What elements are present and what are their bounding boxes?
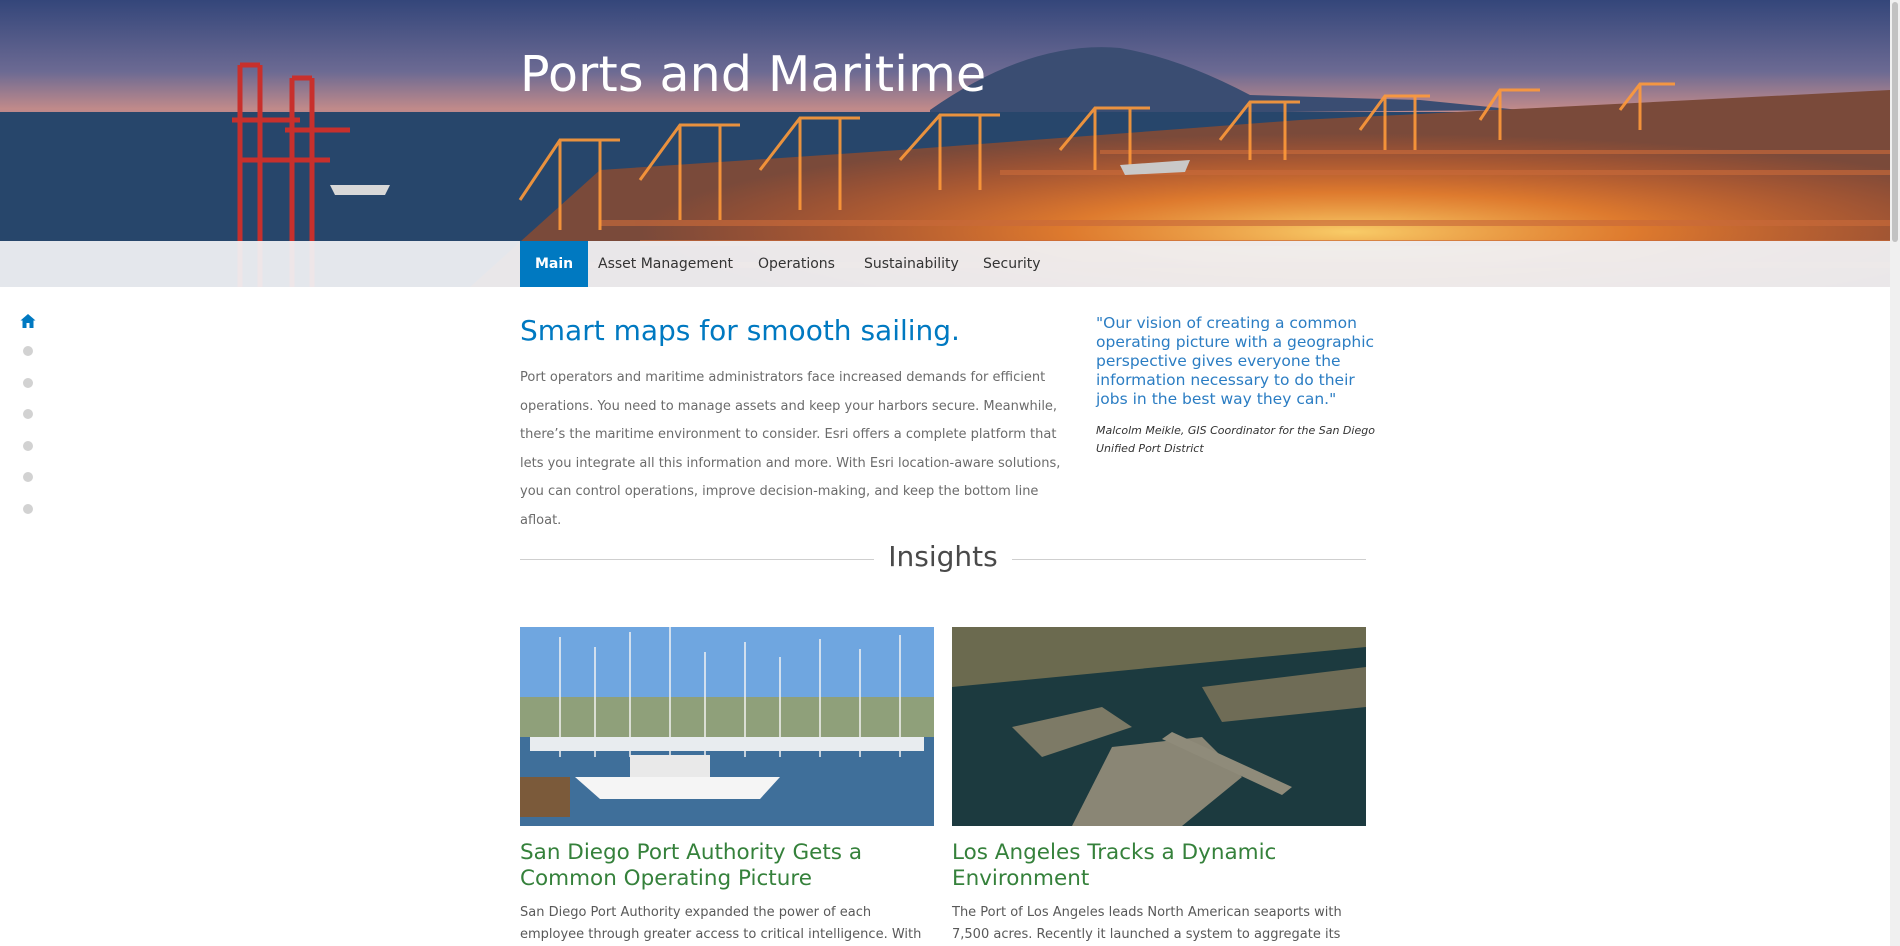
tab-asset-management[interactable]: Asset Management xyxy=(598,256,733,272)
scrollbar-thumb[interactable] xyxy=(1892,2,1898,242)
tab-security[interactable]: Security xyxy=(983,256,1041,272)
section-dot[interactable] xyxy=(23,441,33,451)
intro-body: Port operators and maritime administrators face increased demands for efficient operations. You need to manage assets and keep your harbors secure. Meanwhile, there’s the maritime environment to consider. Esri offers a complete platform that lets you integrate all this information and more. With Esri location-aware solutions, you can control operations, improve decision-making, and keep the bottom line afloat. xyxy=(520,370,1061,528)
page-title: Ports and Maritime xyxy=(520,46,987,103)
section-dot[interactable] xyxy=(23,472,33,482)
tab-sustainability[interactable]: Sustainability xyxy=(864,256,959,272)
tab-main[interactable]: Main xyxy=(520,241,588,287)
card-text: San Diego Port Authority expanded the power of each employee through greater access to critical intelligence. With xyxy=(520,905,922,942)
insight-card-los-angeles[interactable] xyxy=(952,627,1366,946)
home-icon[interactable] xyxy=(19,312,37,330)
quote-attribution: Malcolm Meikle, GIS Coordinator for the San Diego Unified Port District xyxy=(1096,424,1375,455)
intro-heading: Smart maps for smooth sailing. xyxy=(520,314,960,347)
aerial-port-image[interactable] xyxy=(952,627,1366,826)
tab-operations[interactable]: Operations xyxy=(758,256,835,272)
insights-heading: Insights xyxy=(520,540,1366,573)
card-title[interactable]: Los Angeles Tracks a Dynamic Environment xyxy=(952,840,1277,891)
card-text: The Port of Los Angeles leads North American seaports with 7,500 acres. Recently it launched a system to aggregate its xyxy=(952,905,1342,942)
section-dot[interactable] xyxy=(23,504,33,514)
card-title[interactable]: San Diego Port Authority Gets a Common Operating Picture xyxy=(520,840,863,891)
section-dot[interactable] xyxy=(23,378,33,388)
section-dot[interactable] xyxy=(23,346,33,356)
section-dot[interactable] xyxy=(23,409,33,419)
marina-sailboats-image[interactable] xyxy=(520,627,934,826)
page-scrollbar[interactable] xyxy=(1890,0,1900,946)
section-tab-bar xyxy=(0,241,1890,287)
insight-card-san-diego[interactable] xyxy=(520,627,934,946)
customer-quote: "Our vision of creating a common operating picture with a geographic perspective gives everyone the information necessary to do their jobs in the best way they can." xyxy=(1096,314,1375,408)
